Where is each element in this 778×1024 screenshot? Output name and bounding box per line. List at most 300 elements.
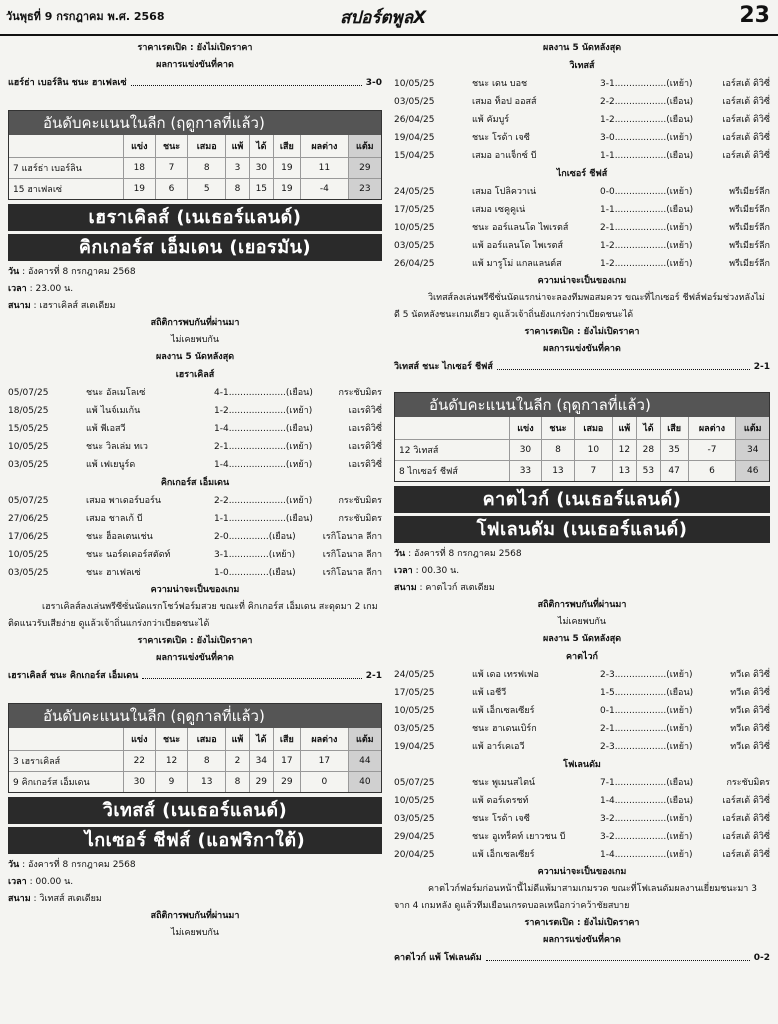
result-score: 1-1..................(เยือน) (600, 151, 694, 161)
standings-grid (9, 728, 381, 792)
result-date: 19/04/25 (394, 742, 435, 752)
stat-cell: 40 (348, 772, 381, 793)
result-date: 03/05/25 (8, 568, 49, 578)
table-title: อันดับคะแนนในลีก (ฤดูกาลที่แล้ว) (9, 111, 381, 135)
team-cell: 7 แฮร์ธ่า เบอร์ลิน (9, 158, 124, 179)
team-banner-home: วิเทสส์ (เนเธอร์แลนด์) (8, 797, 382, 824)
result-date: 10/05/25 (394, 796, 435, 806)
prediction-line (8, 667, 382, 685)
team-banner-home: คาตไวก์ (เนเธอร์แลนด์) (394, 486, 770, 513)
result-match: ชนะ นอร์ดเดอร์สตัดท์ (86, 550, 171, 560)
stat-cell: 17 (273, 751, 301, 772)
result-competition: กระชับมิตร (726, 778, 770, 788)
result-row (8, 510, 382, 528)
dotted-leader (486, 949, 750, 961)
match-time: เวลา : 00.00 น. (8, 877, 74, 887)
result-score: 2-1..................(เหย้า) (600, 223, 693, 233)
result-row (394, 75, 770, 93)
stat-cell: 15 (249, 179, 273, 200)
stat-cell: -7 (688, 440, 736, 461)
stat-cell: 8 (541, 440, 574, 461)
result-score: 1-1....................(เยือน) (214, 514, 313, 524)
standings-grid (395, 417, 769, 481)
stat-cell: 19 (124, 179, 156, 200)
result-row (394, 774, 770, 792)
result-match: แพ้ คัมบูร์ (472, 115, 510, 125)
stat-cell: 23 (348, 179, 381, 200)
prediction-heading: ผลการแข่งขันที่คาด (156, 653, 234, 663)
odds-line: ราคาเรตเปิด : ยังไม่เปิดราคา (524, 918, 640, 928)
result-competition: ทวีเด ดิวิซี่ (730, 724, 770, 734)
prediction-text: วิเทสส์ ชนะ ไกเซอร์ ชีฟส์ (394, 362, 493, 372)
standings-table (394, 392, 770, 482)
result-score: 1-4..................(เหย้า) (600, 850, 693, 860)
result-match: เสมอ อาแจ็กซ์ บี (472, 151, 537, 161)
result-score: 1-2..................(เหย้า) (600, 259, 693, 269)
team-subheading: เฮราเคิลส์ (175, 370, 215, 380)
standings-grid (9, 135, 381, 199)
table-row (9, 751, 381, 772)
result-competition: พรีเมียร์ลีก (729, 241, 770, 251)
team-banner-away: ไกเซอร์ ชีฟส์ (แอฟริกาใต้) (8, 827, 382, 854)
prediction-line (394, 949, 770, 967)
result-score: 4-1....................(เยือน) (214, 388, 313, 398)
stat-cell: 44 (348, 751, 381, 772)
team-banner-away: โฟเลนดัม (เนเธอร์แลนด์) (394, 516, 770, 543)
results-list (8, 384, 382, 474)
result-score: 3-2..................(เหย้า) (600, 832, 693, 842)
stat-cell: 2 (225, 751, 249, 772)
result-score: 2-1....................(เหย้า) (214, 442, 313, 452)
stat-cell: 8 (188, 751, 225, 772)
stat-cell: 0 (301, 772, 349, 793)
match-date: วัน : อังคารที่ 8 กรกฎาคม 2568 (8, 860, 136, 870)
page-number: 23 (739, 3, 770, 28)
result-score: 2-3..................(เหย้า) (600, 670, 693, 680)
result-competition: เอร์สเต้ ดิวิซี่ (722, 151, 770, 161)
result-date: 19/04/25 (394, 133, 435, 143)
result-date: 17/05/25 (394, 205, 435, 215)
result-match: แพ้ เอ็กเซลเซียร์ (472, 850, 535, 860)
result-match: ชนะ ออร์แลนโด ไพเรตส์ (472, 223, 569, 233)
result-score: 2-2..................(เยือน) (600, 97, 694, 107)
team-subheading: คาตไวก์ (566, 652, 598, 662)
stat-cell: 34 (249, 751, 273, 772)
stat-cell: -4 (301, 179, 349, 200)
result-competition: เอเรดิวิซี่ (348, 406, 382, 416)
stat-cell: 7 (155, 158, 188, 179)
odds-line: ราคาเรตเปิด : ยังไม่เปิดราคา (137, 43, 253, 53)
result-match: ชนะ วิลเล่ม ทเว (86, 442, 148, 452)
team-subheading: วิเทสส์ (569, 61, 595, 71)
result-date: 18/05/25 (8, 406, 49, 416)
result-match: แพ้ พีเอสวี (86, 424, 126, 434)
result-score: 1-2..................(เยือน) (600, 115, 694, 125)
result-date: 20/04/25 (394, 850, 435, 860)
result-date: 03/05/25 (394, 97, 435, 107)
result-score: 3-1..................(เหย้า) (600, 79, 693, 89)
result-score: 2-3..................(เหย้า) (600, 742, 693, 752)
prediction-score: 0-2 (753, 953, 770, 963)
likelihood-text: วิเทสส์ลงเล่นพรีซีซั่นนัดแรกน่าจะลองทีมพอสมควร ขณะที่ไกเซอร์ ชีฟส์ฟอร์มช่วงหลังไม่ดี 5 นัดหลังชนะเกมเดียว ดูแล้วเจ้าถิ่นยังแกร่งกว่าเบียดชนะได้ (394, 293, 765, 320)
result-row (394, 129, 770, 147)
result-competition: พรีเมียร์ลีก (729, 223, 770, 233)
result-competition: เอร์สเต้ ดิวิซี่ (722, 814, 770, 824)
prediction-score: 3-0 (365, 78, 382, 88)
result-competition: เอร์สเต้ ดิวิซี่ (722, 796, 770, 806)
team-cell: 8 ไกเซอร์ ชีฟส์ (395, 461, 510, 482)
result-row (394, 792, 770, 810)
result-competition: เอร์สเต้ ดิวิซี่ (722, 97, 770, 107)
header-blank (9, 135, 124, 158)
result-competition: พรีเมียร์ลีก (729, 187, 770, 197)
prediction-heading: ผลการแข่งขันที่คาด (543, 935, 621, 945)
result-row (8, 528, 382, 546)
column-header: แต้ม (348, 728, 381, 751)
result-match: ชนะ พูเมนสไตน์ (472, 778, 536, 788)
result-competition: เอร์สเต้ ดิวิซี่ (722, 79, 770, 89)
dotted-leader (131, 74, 362, 86)
stat-cell: 3 (225, 158, 249, 179)
match-venue: สนาม : วิเทสส์ สเตเดียม (8, 894, 102, 904)
result-date: 10/05/25 (394, 223, 435, 233)
column-header: แข่ง (124, 728, 156, 751)
column-header: ได้ (636, 417, 660, 440)
stat-cell: 5 (188, 179, 225, 200)
column-header: แต้ม (348, 135, 381, 158)
column-header: แต้ม (736, 417, 769, 440)
stat-cell: 10 (574, 440, 612, 461)
result-row (394, 666, 770, 684)
result-date: 05/07/25 (394, 778, 435, 788)
result-competition: เอร์สเต้ ดิวิซี่ (722, 115, 770, 125)
result-score: 1-5..................(เยือน) (600, 688, 694, 698)
stat-cell: 6 (688, 461, 736, 482)
result-competition: เอเรดิวิซี่ (348, 460, 382, 470)
result-match: ชนะ โรด้า เจซี (472, 814, 530, 824)
result-competition: เอเรดิวิซี่ (348, 442, 382, 452)
result-competition: เอร์สเต้ ดิวิซี่ (722, 850, 770, 860)
result-score: 7-1..................(เยือน) (600, 778, 694, 788)
table-header-row (9, 135, 381, 158)
result-match: แพ้ เอชีวี (472, 688, 507, 698)
result-date: 10/05/25 (8, 550, 49, 560)
result-score: 1-2....................(เหย้า) (214, 406, 313, 416)
table-title: อันดับคะแนนในลีก (ฤดูกาลที่แล้ว) (395, 393, 769, 417)
stat-cell: 29 (273, 772, 301, 793)
result-row (8, 456, 382, 474)
match-venue: สนาม : เฮราเคิลส์ สเตเดียม (8, 301, 116, 311)
result-match: ชนะ ฮาเฟลเซ่ (86, 568, 141, 578)
result-date: 05/07/25 (8, 388, 49, 398)
table-row (9, 772, 381, 793)
prediction-text: แฮร์ธ่า เบอร์ลิน ชนะ ฮาเฟลเซ่ (8, 78, 127, 88)
result-date: 26/04/25 (394, 259, 435, 269)
result-score: 1-4....................(เหย้า) (214, 460, 313, 470)
result-match: แพ้ ออร์แลนโด ไพเรตส์ (472, 241, 563, 251)
result-competition: กระชับมิตร (338, 514, 382, 524)
stat-cell: 18 (124, 158, 156, 179)
result-match: แพ้ มารูโม่ แกลแลนต์ส (472, 259, 562, 269)
column-header: ผลต่าง (688, 417, 736, 440)
stat-cell: 29 (249, 772, 273, 793)
stat-cell: 22 (124, 751, 156, 772)
result-competition: กระชับมิตร (338, 388, 382, 398)
stat-cell: 35 (660, 440, 688, 461)
result-date: 10/05/25 (8, 442, 49, 452)
result-row (8, 564, 382, 582)
result-match: เสมอ ท็อป ออสส์ (472, 97, 537, 107)
result-date: 29/04/25 (394, 832, 435, 842)
page-header (0, 0, 778, 36)
h2h-heading: สถิติการพบกันที่ผ่านมา (150, 911, 240, 921)
team-subheading: โฟเลนดัม (563, 760, 601, 770)
result-score: 1-4..................(เยือน) (600, 796, 694, 806)
column-header: เสมอ (574, 417, 612, 440)
likelihood-heading: ความน่าจะเป็นของเกม (150, 585, 240, 595)
match-time: เวลา : 00.30 น. (394, 566, 460, 576)
match-venue: สนาม : คาตไวก์ สเตเดียม (394, 583, 495, 593)
result-row (8, 492, 382, 510)
result-competition: เอเรดิวิซี่ (348, 424, 382, 434)
stat-cell: 29 (348, 158, 381, 179)
team-banner-away: คิกเกอร์ส เอ็มเดน (เยอรมัน) (8, 234, 382, 261)
likelihood-heading: ความน่าจะเป็นของเกม (537, 867, 627, 877)
column-header: เสีย (273, 728, 301, 751)
column-header: แพ้ (225, 135, 249, 158)
h2h-heading: สถิติการพบกันที่ผ่านมา (537, 600, 627, 610)
column-header: ชนะ (541, 417, 574, 440)
result-competition: เอร์สเต้ ดิวิซี่ (722, 832, 770, 842)
stat-cell: 9 (155, 772, 188, 793)
result-date: 27/06/25 (8, 514, 49, 524)
result-score: 1-1..................(เยือน) (600, 205, 694, 215)
result-score: 0-1..................(เหย้า) (600, 706, 693, 716)
stat-cell: 30 (249, 158, 273, 179)
last5-heading: ผลงาน 5 นัดหลังสุด (542, 43, 622, 53)
column-header: แข่ง (124, 135, 156, 158)
table-header-row (395, 417, 769, 440)
result-date: 10/05/25 (394, 706, 435, 716)
team-cell: 3 เฮราเคิลส์ (9, 751, 124, 772)
prediction-line (8, 74, 382, 92)
results-list (394, 183, 770, 273)
result-match: แพ้ ไนจ์เมเก้น (86, 406, 141, 416)
likelihood-heading: ความน่าจะเป็นของเกม (537, 276, 627, 286)
column-header: ผลต่าง (301, 728, 349, 751)
prediction-score: 2-1 (365, 671, 382, 681)
team-cell: 9 คิกเกอร์ส เอ็มเดน (9, 772, 124, 793)
result-date: 03/05/25 (394, 241, 435, 251)
publication-logo: สปอร์ตพูลX (340, 8, 427, 28)
result-score: 2-2....................(เหย้า) (214, 496, 313, 506)
standings-table (8, 703, 382, 793)
result-match: ชนะ โรด้า เจซี (472, 133, 530, 143)
h2h-text: ไม่เคยพบกัน (170, 928, 220, 938)
result-row (394, 147, 770, 165)
stat-cell: 19 (273, 179, 301, 200)
column-header: เสีย (273, 135, 301, 158)
results-list (8, 492, 382, 582)
result-competition: เรกิโอนาล ลีกา (322, 532, 382, 542)
stat-cell: 12 (612, 440, 636, 461)
left-column (8, 40, 382, 942)
stat-cell: 47 (660, 461, 688, 482)
result-row (8, 402, 382, 420)
result-row (8, 420, 382, 438)
stat-cell: 19 (273, 158, 301, 179)
results-list (394, 75, 770, 165)
result-match: ชนะ ฮาเดนเบิร์ก (472, 724, 537, 734)
result-score: 3-2..................(เหย้า) (600, 814, 693, 824)
column-header: ผลต่าง (301, 135, 349, 158)
result-row (394, 219, 770, 237)
result-competition: พรีเมียร์ลีก (729, 205, 770, 215)
result-row (394, 702, 770, 720)
result-row (394, 738, 770, 756)
stat-cell: 17 (301, 751, 349, 772)
table-row (395, 461, 769, 482)
column-header: แพ้ (612, 417, 636, 440)
prediction-heading: ผลการแข่งขันที่คาด (543, 344, 621, 354)
result-date: 17/05/25 (394, 688, 435, 698)
result-date: 24/05/25 (394, 670, 435, 680)
prediction-line (394, 358, 770, 376)
result-competition: ทวีเด ดิวิซี่ (730, 688, 770, 698)
results-list (394, 774, 770, 864)
result-row (394, 720, 770, 738)
column-header: ได้ (249, 728, 273, 751)
stat-cell: 8 (225, 179, 249, 200)
result-score: 2-0..............(เยือน) (214, 532, 296, 542)
result-score: 1-0..............(เยือน) (214, 568, 296, 578)
result-competition: ทวีเด ดิวิซี่ (730, 742, 770, 752)
stat-cell: 46 (736, 461, 769, 482)
result-date: 05/07/25 (8, 496, 49, 506)
result-competition: พรีเมียร์ลีก (729, 259, 770, 269)
result-date: 26/04/25 (394, 115, 435, 125)
table-row (395, 440, 769, 461)
stat-cell: 33 (510, 461, 542, 482)
result-match: ชนะ ฮ็อลเตนเช่น (86, 532, 153, 542)
odds-line: ราคาเรตเปิด : ยังไม่เปิดราคา (524, 327, 640, 337)
stat-cell: 13 (188, 772, 225, 793)
result-competition: เอร์สเต้ ดิวิซี่ (722, 133, 770, 143)
result-match: แพ้ เดอ เทรฟเฟอ (472, 670, 539, 680)
result-score: 1-4....................(เยือน) (214, 424, 313, 434)
result-score: 0-0..................(เหย้า) (600, 187, 693, 197)
result-date: 03/05/25 (394, 724, 435, 734)
result-match: เสมอ ชาลเก้ บี (86, 514, 143, 524)
odds-line: ราคาเรตเปิด : ยังไม่เปิดราคา (137, 636, 253, 646)
team-banner-home: เฮราเคิลส์ (เนเธอร์แลนด์) (8, 204, 382, 231)
stat-cell: 30 (124, 772, 156, 793)
stat-cell: 34 (736, 440, 769, 461)
result-competition: กระชับมิตร (338, 496, 382, 506)
column-header: เสมอ (188, 135, 225, 158)
column-header: แข่ง (510, 417, 542, 440)
result-match: แพ้ เอ็กเซลเซียร์ (472, 706, 535, 716)
prediction-score: 2-1 (753, 362, 770, 372)
team-subheading: ไกเซอร์ ชีฟส์ (556, 169, 608, 179)
result-score: 1-2..................(เหย้า) (600, 241, 693, 251)
stat-cell: 13 (541, 461, 574, 482)
result-date: 17/06/25 (8, 532, 49, 542)
header-blank (395, 417, 510, 440)
result-date: 10/05/25 (394, 79, 435, 89)
result-competition: ทวีเด ดิวิซี่ (730, 706, 770, 716)
result-competition: เรกิโอนาล ลีกา (322, 568, 382, 578)
header-blank (9, 728, 124, 751)
result-row (8, 384, 382, 402)
result-row (394, 183, 770, 201)
team-cell: 12 วิเทสส์ (395, 440, 510, 461)
prediction-text: เฮราเคิลส์ ชนะ คิกเกอร์ส เอ็มเดน (8, 671, 139, 681)
result-row (394, 201, 770, 219)
stat-cell: 53 (636, 461, 660, 482)
result-row (394, 237, 770, 255)
column-header: เสมอ (188, 728, 225, 751)
team-subheading: คิกเกอร์ส เอ็มเดน (160, 478, 230, 488)
dotted-leader (142, 667, 361, 679)
result-match: ชนะ เดน บอช (472, 79, 528, 89)
result-competition: เรกิโอนาล ลีกา (322, 550, 382, 560)
result-row (8, 546, 382, 564)
dotted-leader (497, 358, 750, 370)
result-score: 2-1..................(เหย้า) (600, 724, 693, 734)
table-row (9, 158, 381, 179)
result-date: 24/05/25 (394, 187, 435, 197)
result-match: เสมอ โปลิควาเน่ (472, 187, 537, 197)
result-date: 15/05/25 (8, 424, 49, 434)
stat-cell: 6 (155, 179, 188, 200)
result-score: 3-1..............(เหย้า) (214, 550, 296, 560)
result-date: 15/04/25 (394, 151, 435, 161)
result-match: ชนะ อูเทร็คท์ เยาวชน บี (472, 832, 566, 842)
stat-cell: 8 (188, 158, 225, 179)
result-match: ชนะ อัลเมโลเซ่ (86, 388, 146, 398)
stat-cell: 28 (636, 440, 660, 461)
column-header: แพ้ (225, 728, 249, 751)
likelihood-text: เฮราเคิลส์ลงเล่นพรีซีซั่นนัดแรกโชว์ฟอร์มสวย ขณะที่ คิกเกอร์ส เอ็มเดน สะดุดมา 2 เกมติดแนวรับเสียง่าย ดูแล้วเจ้าถิ่นแกร่งกว่าเบียดชนะได้ (8, 602, 378, 629)
results-list (394, 666, 770, 756)
result-row (394, 810, 770, 828)
result-match: เสมอ พาเดอร์บอร์น (86, 496, 162, 506)
table-row (9, 179, 381, 200)
column-header: ชนะ (155, 728, 188, 751)
prediction-text: คาตไวก์ แพ้ โฟเลนดัม (394, 953, 482, 963)
result-score: 3-0..................(เหย้า) (600, 133, 693, 143)
result-row (394, 828, 770, 846)
likelihood-text: คาตไวก์ฟอร์มก่อนหน้านี้ไม่ดีแพ้มาสามเกมรวด ขณะที่โฟเลนดัมผลงานเยี่ยมชนะมา 3 จาก 4 เกมหลัง ดูแล้วทีมเยือนเกรดบอลเหนือกว่าคว้าชัยสบาย (394, 884, 757, 911)
right-column (394, 40, 770, 967)
match-time: เวลา : 23.00 น. (8, 284, 74, 294)
result-row (394, 846, 770, 864)
result-competition: ทวีเด ดิวิซี่ (730, 670, 770, 680)
result-match: แพ้ เฟเยนูร์ด (86, 460, 136, 470)
h2h-text: ไม่เคยพบกัน (557, 617, 607, 627)
stat-cell: 7 (574, 461, 612, 482)
result-row (394, 93, 770, 111)
result-match: แพ้ อาร์เคเอวี (472, 742, 525, 752)
table-header-row (9, 728, 381, 751)
column-header: เสีย (660, 417, 688, 440)
result-match: แพ้ ดอร์เดรชท์ (472, 796, 529, 806)
match-date: วัน : อังคารที่ 8 กรกฎาคม 2568 (8, 267, 136, 277)
team-cell: 15 ฮาเฟลเซ่ (9, 179, 124, 200)
h2h-text: ไม่เคยพบกัน (170, 335, 220, 345)
stat-cell: 11 (301, 158, 349, 179)
